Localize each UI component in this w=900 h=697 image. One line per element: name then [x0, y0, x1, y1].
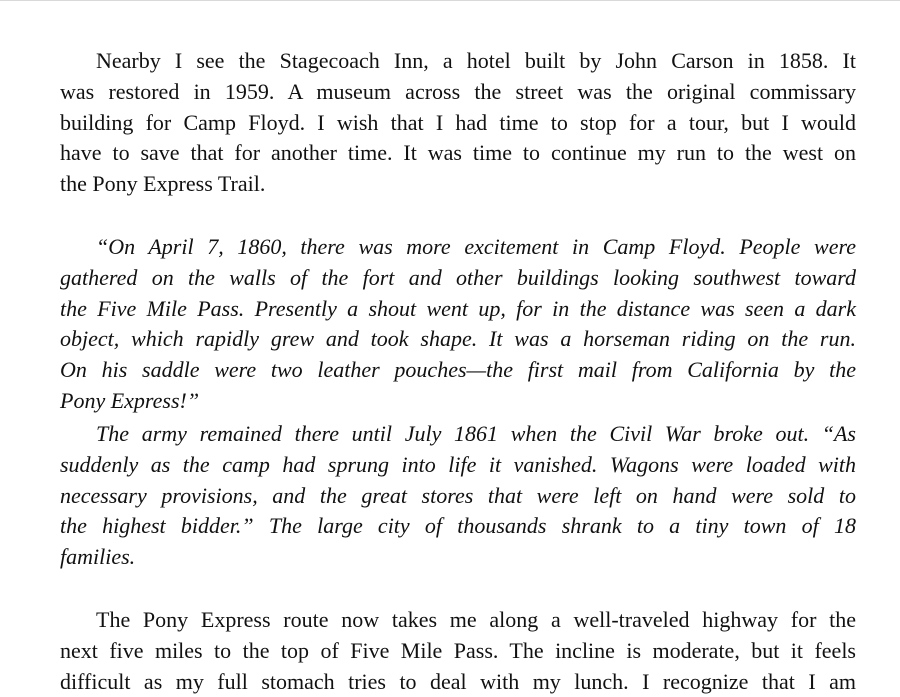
text-line: the Five Mile Pass. Presently a shout went up, for in the distance was seen a dark: [60, 295, 856, 321]
text-line: the Pony Express Trail.: [60, 171, 266, 197]
text-line: building for Camp Floyd. I wish that I had time to stop for a tour, but I would: [60, 109, 856, 135]
text-line: On his saddle were two leather pouches—the first mail from California by the: [60, 357, 856, 383]
text-line: suddenly as the camp had sprung into life it vanished. Wagons were loaded with: [60, 451, 856, 477]
text-line: The Pony Express route now takes me along a well-traveled highway for the: [96, 607, 856, 632]
paragraph-quote-april-1860: [60, 232, 856, 417]
text-line: have to save that for another time. It was time to continue my run to the west on: [60, 140, 856, 166]
text-line: next five miles to the top of Five Mile Pass. The incline is moderate, but it feels: [60, 637, 856, 663]
text-line: object, which rapidly grew and took shape. It was a horseman riding on the run.: [60, 326, 856, 352]
paragraph-stagecoach-inn: [60, 46, 856, 200]
text-line: the highest bidder.” The large city of thousands shrank to a tiny town of 18: [60, 513, 856, 539]
paragraph-five-mile-pass: [60, 605, 856, 697]
text-line: The army remained there until July 1861 when the Civil War broke out. “As: [96, 421, 856, 446]
text-line: gathered on the walls of the fort and other buildings looking southwest toward: [60, 264, 856, 290]
text-line: difficult as my full stomach tries to deal with my lunch. I recognize that I am: [60, 668, 856, 694]
text-line: families.: [60, 544, 136, 570]
text-line: “On April 7, 1860, there was more excitement in Camp Floyd. People were: [96, 234, 856, 259]
text-line: necessary provisions, and the great stores that were left on hand were sold to: [60, 482, 856, 508]
text-line: Pony Express!”: [60, 387, 200, 413]
text-line: was restored in 1959. A museum across the street was the original commissary: [60, 78, 856, 104]
text-line: Nearby I see the Stagecoach Inn, a hotel built by John Carson in 1858. It: [96, 48, 856, 73]
paragraph-army-remained: [60, 419, 856, 573]
